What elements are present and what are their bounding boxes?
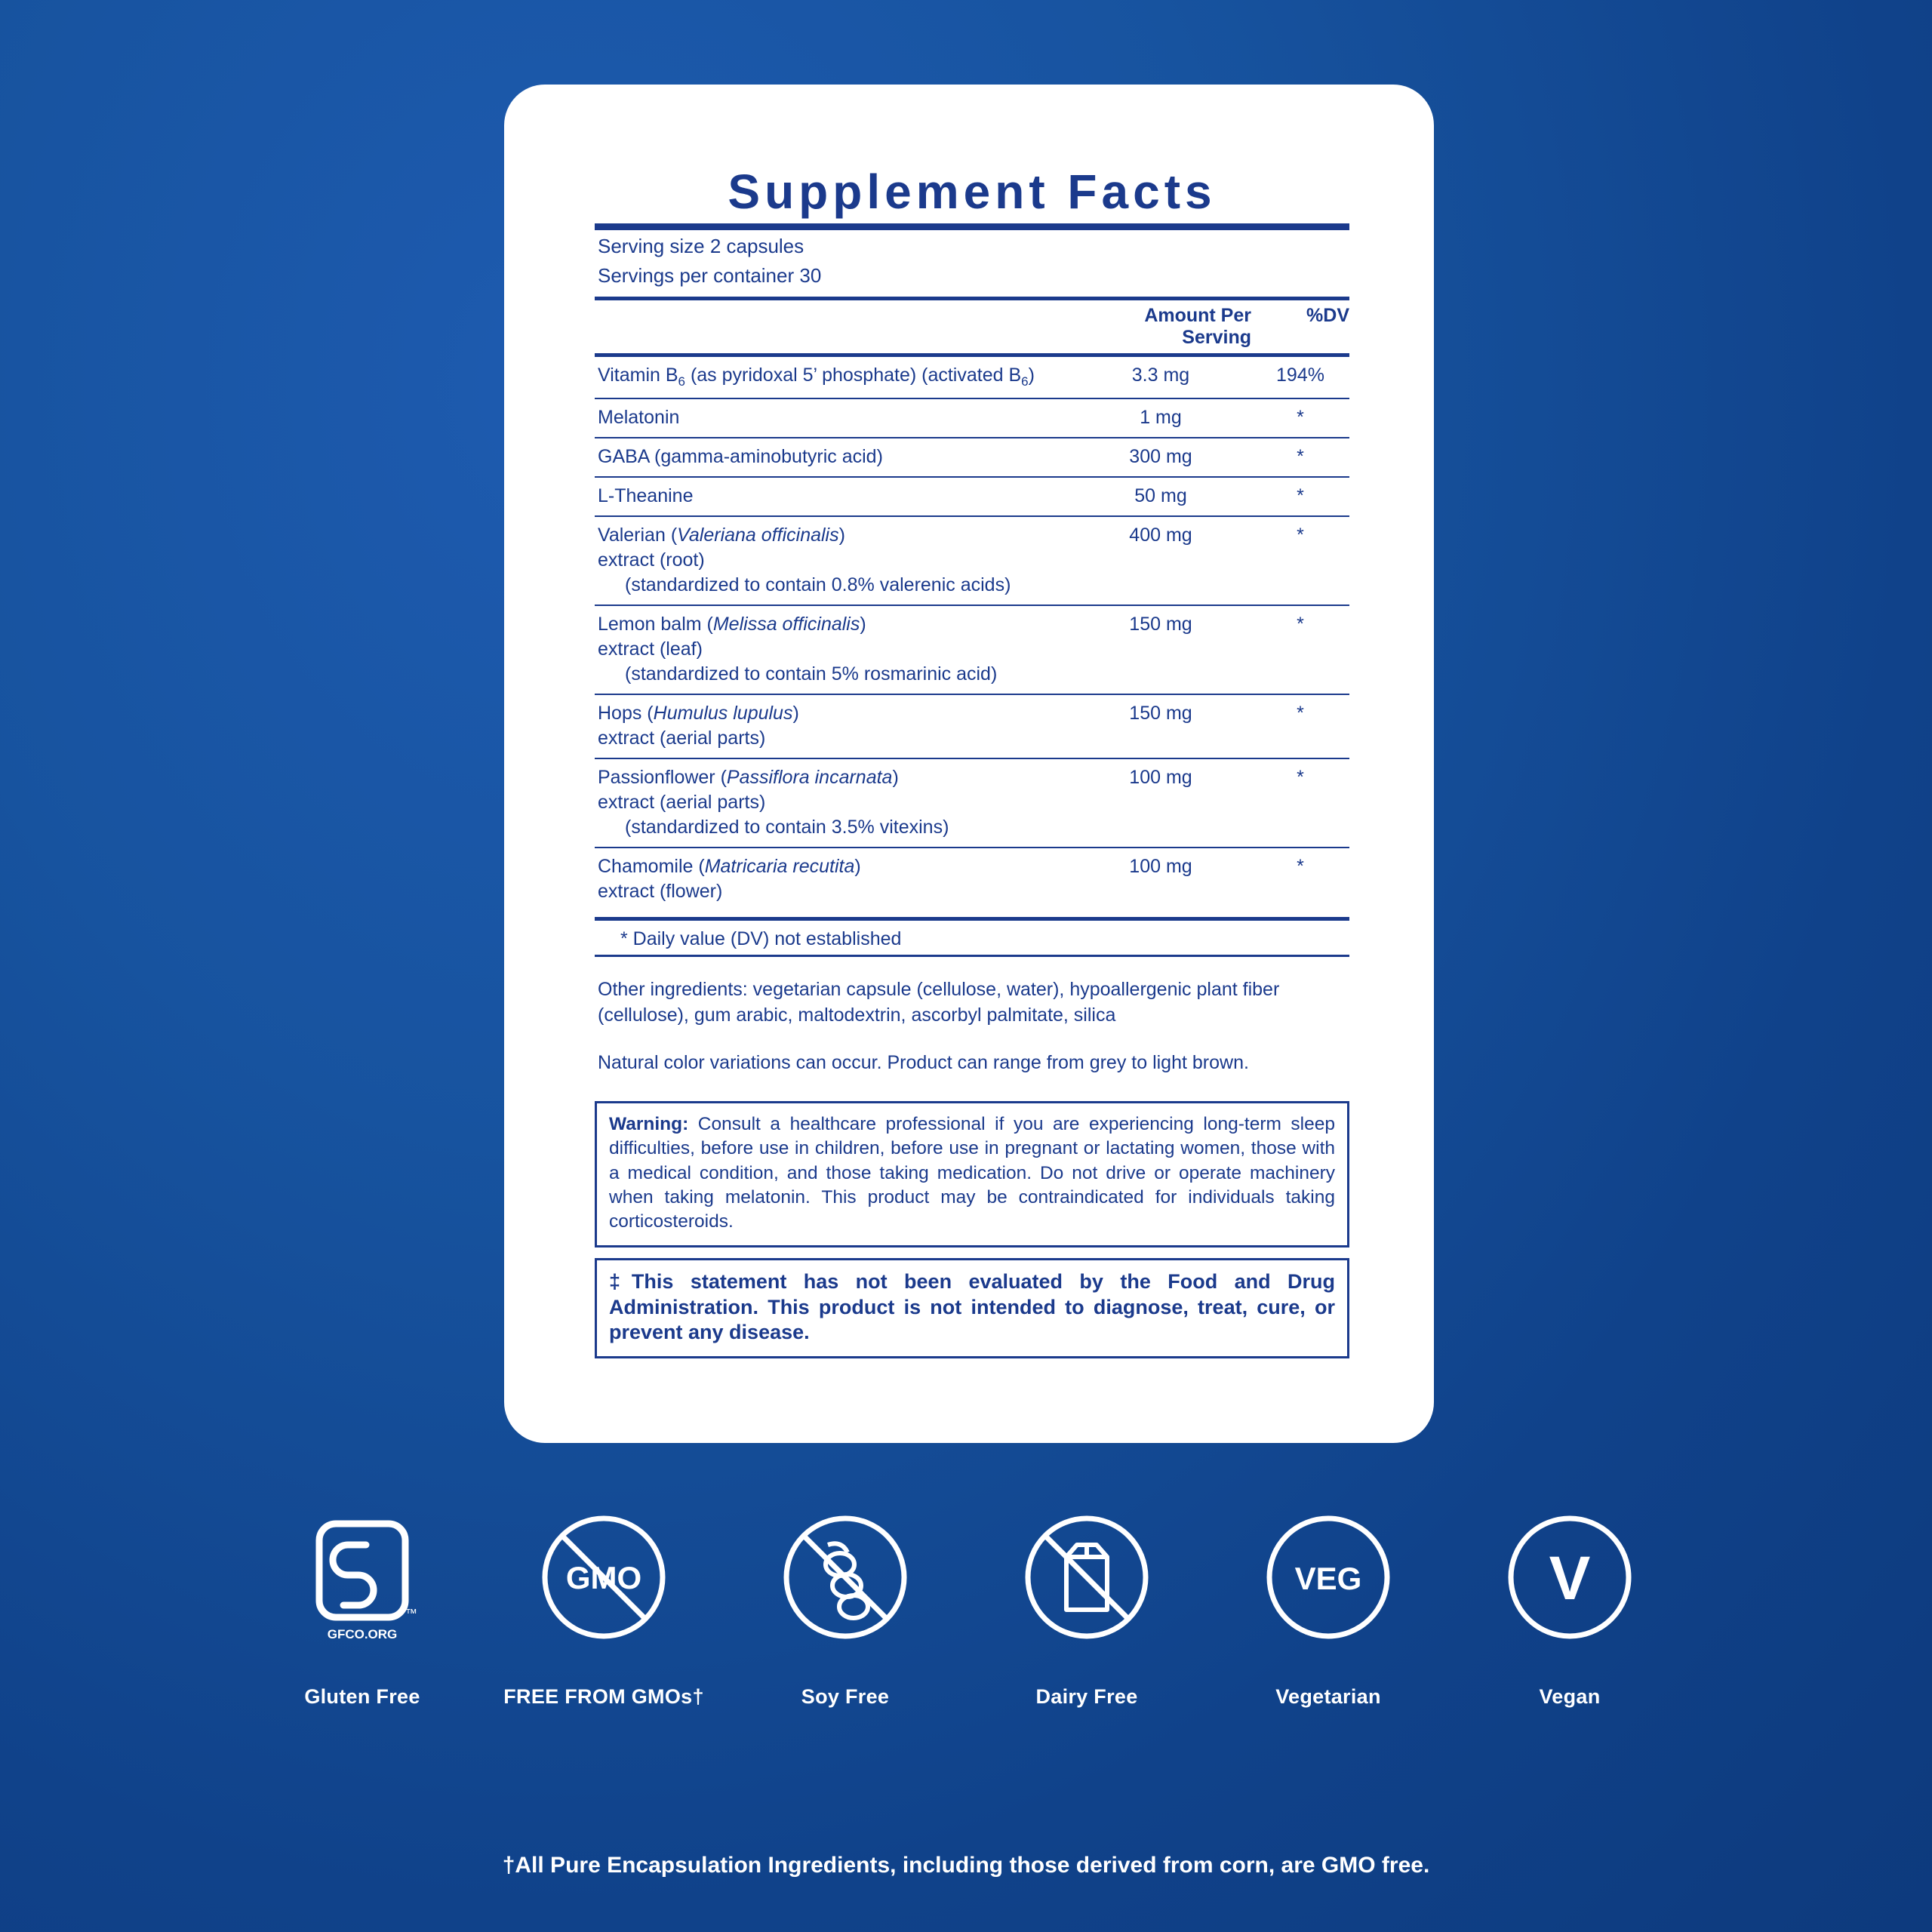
natural-color-note: Natural color variations can occur. Product can range from grey to light brown. — [598, 1051, 1249, 1073]
header-amount-per-serving: Amount Per Serving — [1144, 305, 1251, 349]
table-row — [595, 357, 1349, 397]
ingredient-amount: 50 mg — [1134, 485, 1187, 506]
gfco-gluten-free-icon — [283, 1498, 441, 1657]
ingredient-subline: extract (aerial parts) — [598, 727, 766, 749]
fda-disclaimer-box: ‡This statement has not been evaluated by the Food and Drug Administration. This product is not intended to diagnose, treat, cure, or prevent any disease. — [595, 1258, 1349, 1358]
table-row — [595, 695, 1349, 758]
ingredient-amount: 150 mg — [1129, 613, 1192, 635]
ingredient-dv: * — [1297, 524, 1304, 546]
certification-badges — [0, 1498, 1932, 1709]
badge-label: Soy Free — [801, 1685, 890, 1708]
ingredient-dv: * — [1297, 445, 1304, 467]
warning-box — [595, 1101, 1349, 1247]
ingredient-subline: extract (root) — [598, 549, 705, 571]
ingredient-dv: * — [1297, 485, 1304, 506]
table-row — [595, 606, 1349, 694]
ingredient-name: Lemon balm (Melissa officinalis) extract (leaf) (standardized to contain 5% rosmarinic acid) — [595, 606, 1070, 694]
warning-text: Consult a healthcare professional if you are experiencing long-term sleep difficulties, before use in children, before use in pregnant or lactating women, those with a medical condition, and those taking medication. Do not drive or operate machinery when taking melatonin. This product may be contraindicated for individuals taking corticosteroids. — [609, 1114, 1335, 1232]
ingredient-dv: * — [1297, 766, 1304, 788]
badge-label: Gluten Free — [304, 1685, 420, 1708]
ingredient-amount: 150 mg — [1129, 702, 1192, 724]
ingredient-dv: 194% — [1276, 365, 1324, 386]
ingredient-dv: * — [1297, 855, 1304, 877]
badge-label: Dairy Free — [1035, 1685, 1138, 1708]
ingredient-name: Valerian (Valeriana officinalis) extract (root) (standardized to contain 0.8% valerenic acids) — [595, 517, 1070, 605]
page-title: Supplement Facts — [728, 165, 1217, 219]
ingredient-name: Melatonin — [598, 406, 680, 428]
ingredient-subline: extract (aerial parts) — [598, 791, 766, 813]
ingredient-dv: * — [1297, 702, 1304, 724]
ingredient-name: Passionflower (Passiflora incarnata) extract (aerial parts) (standardized to contain 3.5% vitexins) — [595, 759, 1070, 847]
badge-free-from-gmos — [483, 1498, 724, 1709]
servings-per-container: Servings per container 30 — [598, 264, 822, 288]
ingredient-amount: 100 mg — [1129, 855, 1192, 877]
other-ingredients: Other ingredients: vegetarian capsule (cellulose, water), hypoallergenic plant fiber (cellulose), gum arabic, maltodextrin, ascorbyl palmitate, silica — [598, 978, 1280, 1026]
ingredient-name: L-Theanine — [598, 485, 694, 506]
table-header-row — [595, 300, 1349, 353]
ingredient-amount: 400 mg — [1129, 524, 1192, 546]
badge-vegetarian — [1208, 1498, 1449, 1709]
ingredient-amount: 1 mg — [1140, 406, 1182, 428]
ingredient-dv: * — [1297, 406, 1304, 428]
badge-label: FREE FROM GMOs† — [503, 1685, 704, 1708]
svg-text:™: ™ — [405, 1607, 417, 1620]
gmo-text: GMO — [565, 1560, 642, 1595]
vegetarian-icon — [1249, 1498, 1407, 1657]
ingredient-name: GABA (gamma-aminobutyric acid) — [598, 445, 883, 467]
ingredient-subline: extract (flower) — [598, 880, 723, 902]
supplement-facts-table — [595, 300, 1349, 910]
table-row — [595, 399, 1349, 437]
ingredient-amount: 3.3 mg — [1131, 365, 1190, 386]
ingredient-amount: 300 mg — [1129, 445, 1192, 467]
header-blank — [595, 300, 1070, 353]
badge-soy-free — [724, 1498, 966, 1709]
table-row — [595, 438, 1349, 476]
vegan-icon — [1491, 1498, 1649, 1657]
serving-size: Serving size 2 capsules — [598, 235, 804, 257]
supplement-facts-panel — [595, 165, 1349, 1358]
ingredient-name: Vitamin $B_6$ (as pyridoxal 5’ phosphate) (activated $B_6$) — [598, 365, 1035, 389]
table-row — [595, 478, 1349, 515]
warning-label: Warning: — [609, 1114, 689, 1135]
soy-free-icon — [766, 1498, 924, 1657]
ingredient-name: Hops (Humulus lupulus) extract (aerial parts) — [595, 695, 1070, 758]
ingredient-subline: extract (leaf) — [598, 638, 703, 660]
table-row — [595, 848, 1349, 911]
table-row — [595, 759, 1349, 847]
gfco-org-text: GFCO.ORG — [327, 1627, 398, 1641]
ingredient-standardization: (standardized to contain 5% rosmarinic acid) — [625, 663, 998, 685]
supplement-label-card — [504, 85, 1434, 1443]
badge-label: Vegan — [1539, 1685, 1601, 1708]
ingredient-dv: * — [1297, 613, 1304, 635]
badge-vegan — [1449, 1498, 1690, 1709]
badge-label: Vegetarian — [1275, 1685, 1381, 1708]
rule-top — [595, 223, 1349, 230]
footer-note: †All Pure Encapsulation Ingredients, including those derived from corn, are GMO free. — [502, 1853, 1430, 1878]
veg-text: VEG — [1294, 1561, 1362, 1596]
badge-gluten-free — [242, 1498, 483, 1709]
dairy-free-icon — [1008, 1498, 1166, 1657]
vegan-letter: V — [1549, 1544, 1591, 1613]
header-percent-dv: %DV — [1306, 305, 1349, 327]
dv-footnote: * Daily value (DV) not established — [620, 928, 902, 949]
ingredient-amount: 100 mg — [1129, 766, 1192, 788]
ingredient-standardization: (standardized to contain 3.5% vitexins) — [625, 816, 949, 838]
ingredient-standardization: (standardized to contain 0.8% valerenic acids) — [625, 574, 1011, 595]
ingredient-name: Chamomile (Matricaria recutita) extract (flower) — [595, 848, 1070, 911]
no-gmo-icon — [525, 1498, 683, 1657]
badge-dairy-free — [966, 1498, 1208, 1709]
table-row — [595, 517, 1349, 605]
